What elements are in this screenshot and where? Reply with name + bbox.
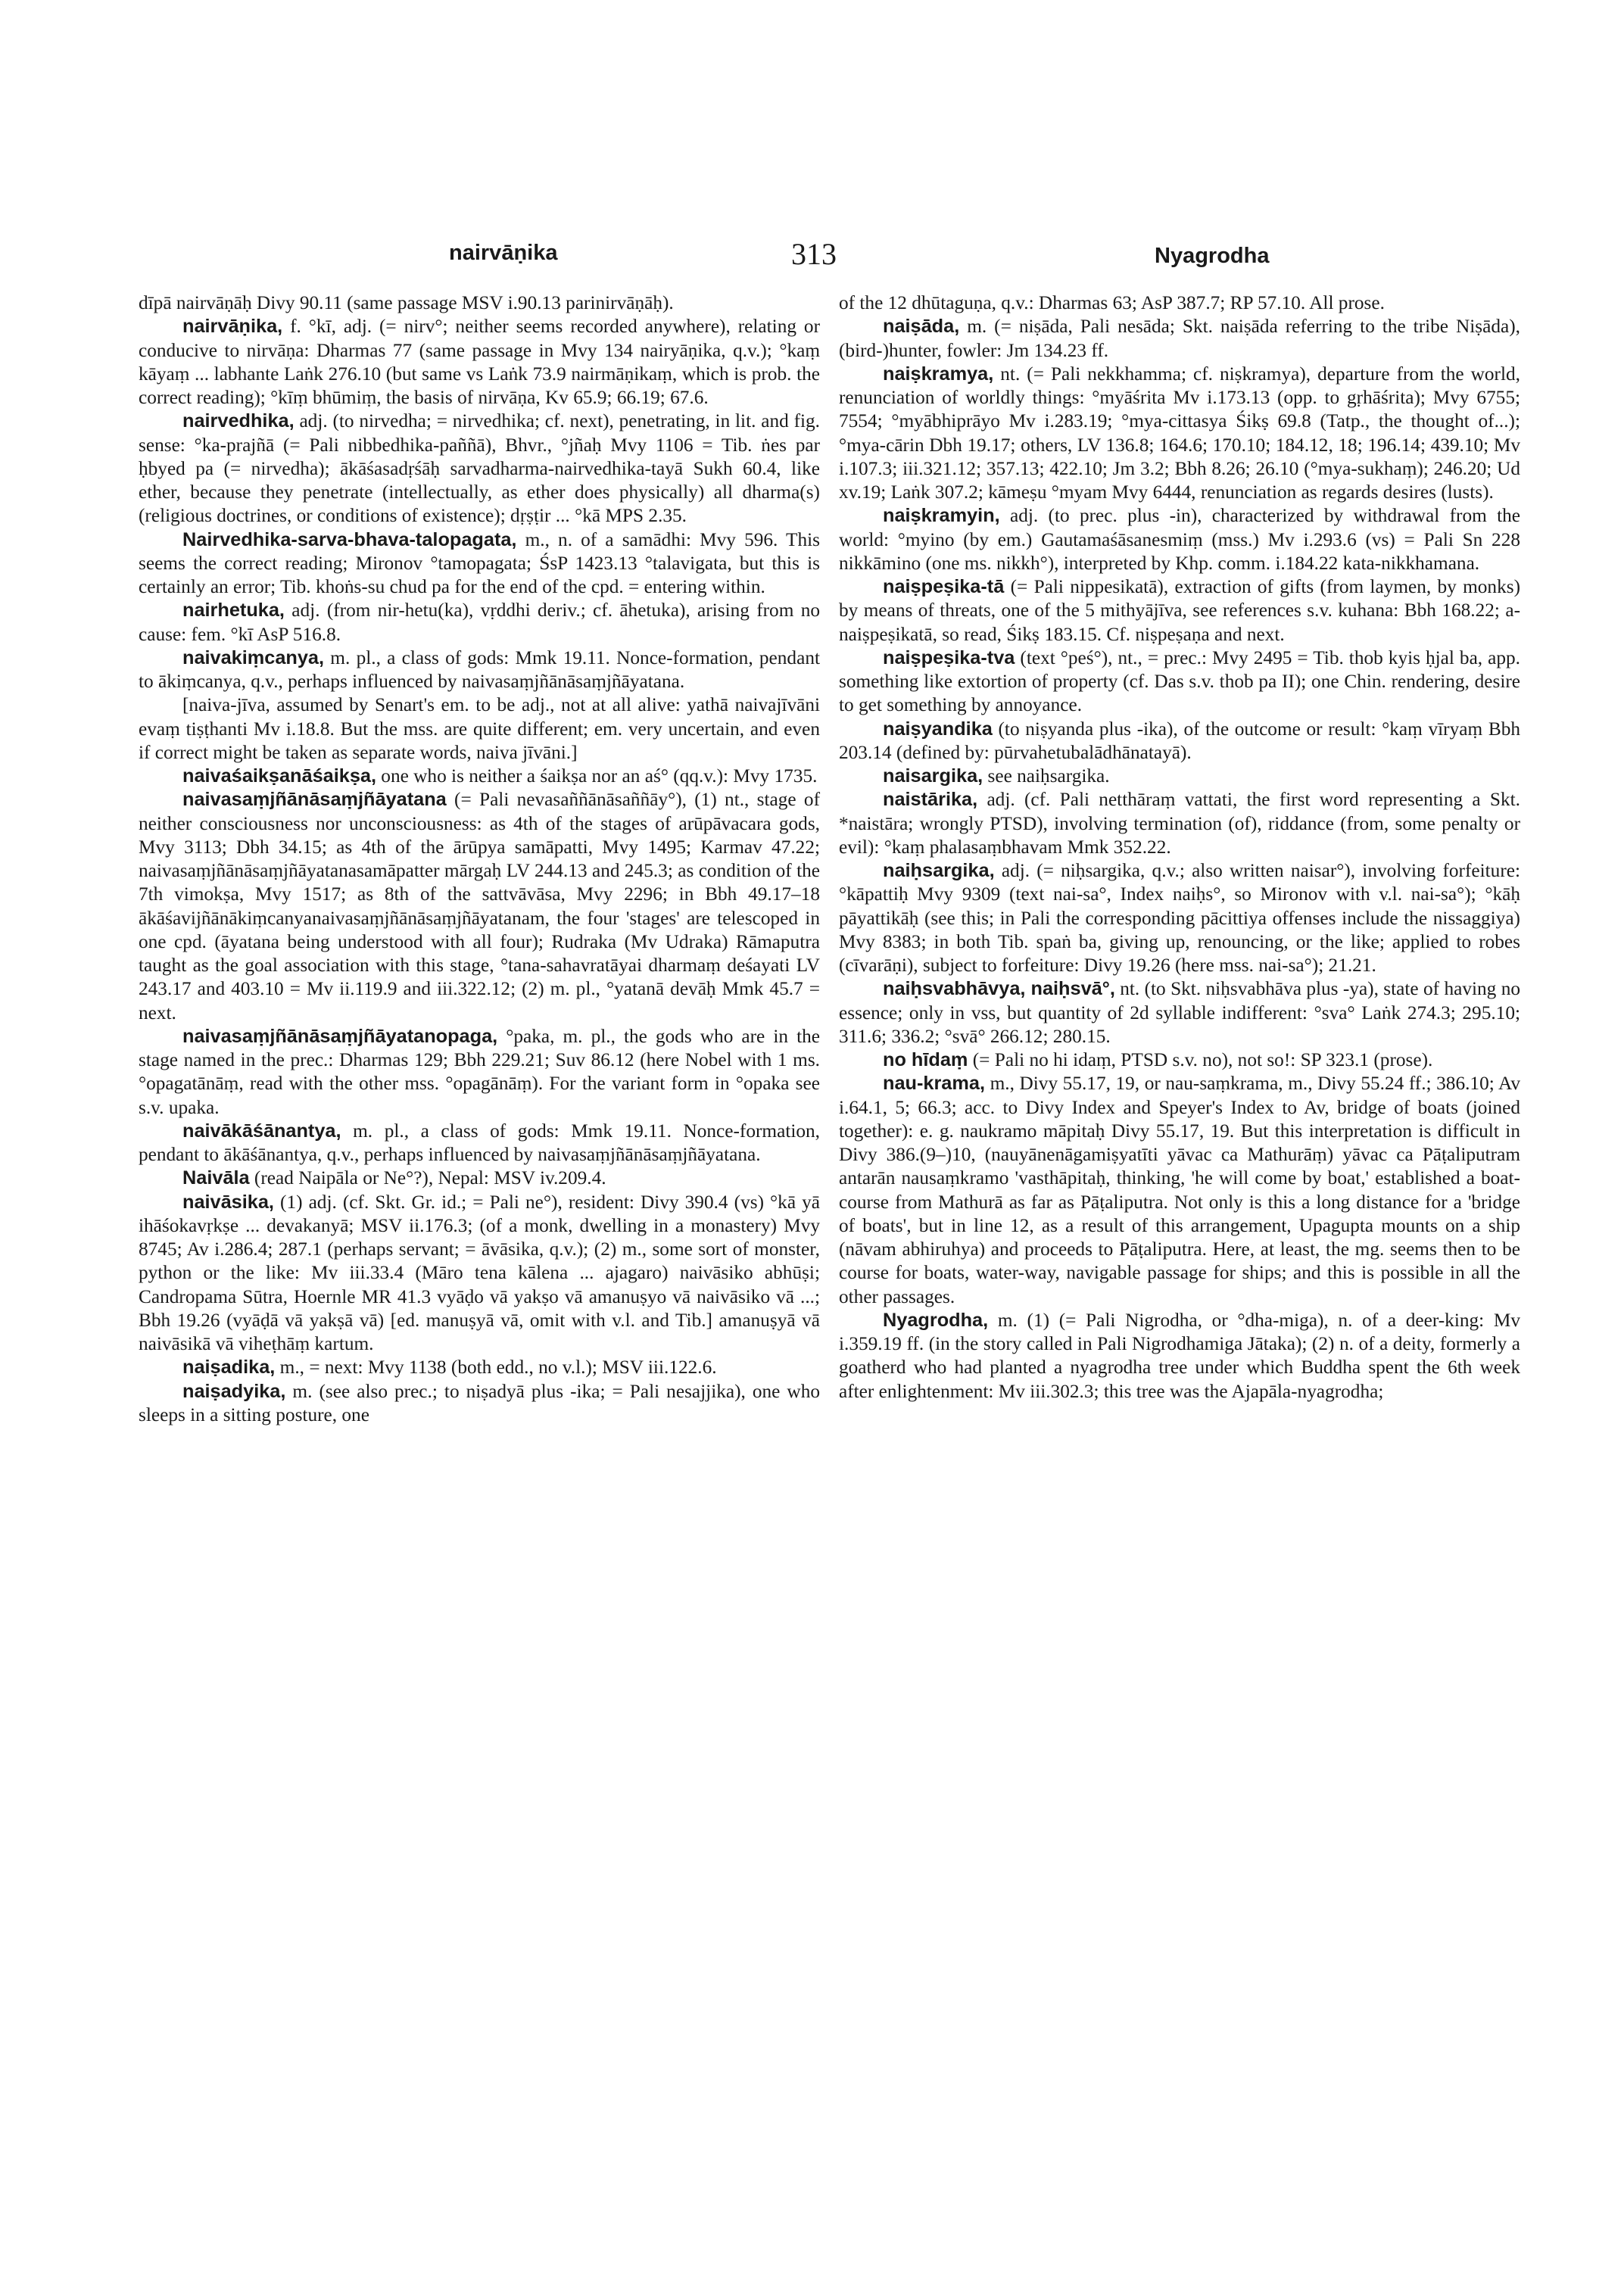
entry-headword: nau-krama, bbox=[883, 1073, 985, 1095]
entry-text: (read Naipāla or Ne°?), Nepal: MSV iv.209.4. bbox=[249, 1167, 606, 1189]
entry-headword: naiḥsvabhāvya, naiḥsvā°, bbox=[883, 978, 1115, 1000]
right-running-headword: Nyagrodha bbox=[1155, 244, 1270, 268]
dictionary-entry bbox=[139, 291, 820, 315]
dictionary-entry bbox=[139, 410, 820, 528]
entry-text: (1) adj. (cf. Skt. Gr. id.; = Pali ne°), resident: Divy 390.4 (vs) °kā yā ihāśokavṛkṣe ... devakanyā; MSV ii.176.3; (of a monk, dwelling in a monastery) Mvy 8745; Av i.286.4; 287.1 (perhaps servant; = āvāsika, q.v.); (2) m., some sort of monster, python or the like: Mv iii.33.4 (Māro tena kālena ... ajagaro) naivāsiko abhūṣi; Candropama Sūtra, Hoernle MR 41.3 vyāḍo vā yakṣo vā amanuṣyo vā naivāsiko vā ...; Bbh 19.26 (vyāḍā vā yakṣā vā) [ed. manuṣyā vā, omit with v.l. and Tib.] amanuṣyā vā naivāsikā vā viheṭhāṃ kartum. bbox=[139, 1191, 820, 1354]
entry-text: m. (1) (= Pali Nigrodha, or °dha-miga), n. of a deer-king: Mv i.359.19 ff. (in the story called in Pali Nigrodhamiga Jātaka); (2) n. of a deity, formerly a goatherd who had planted a nyagrodha tree under which Buddha spent the 6th week after enlightenment: Mv iii.302.3; this tree was the Ajapāla-nyagrodha; bbox=[839, 1309, 1520, 1402]
entry-headword: naiṣkramya, bbox=[883, 363, 994, 385]
entry-text: °paka, m. pl., the gods who are in the stage named in the prec.: Dharmas 129; Bbh 229.21; Suv 86.12 (here Nobel with 1 ms. °opagatānāṃ, read with the other mss. °opagānāṃ). For the variant form in °opaka see s.v. upaka. bbox=[139, 1025, 820, 1118]
dictionary-entry bbox=[839, 977, 1520, 1048]
entry-headword: naiṣkramyin, bbox=[883, 505, 1000, 527]
dictionary-entry bbox=[839, 1072, 1520, 1309]
dictionary-entry bbox=[839, 504, 1520, 575]
entry-text: adj. (cf. Pali netthāraṃ vattati, the first word representing a Skt. *naistāra; wrongly PTSD), involving termination (of), riddance (from, some penalty or evil): °kaṃ phalasaṃbhavam Mmk 352.22. bbox=[839, 789, 1520, 858]
dictionary-entry bbox=[139, 1167, 820, 1190]
entry-headword: nairvāṇika, bbox=[182, 316, 283, 338]
left-running-headword: nairvāṇika bbox=[449, 241, 558, 265]
entry-text: of the 12 dhūtaguṇa, q.v.: Dharmas 63; AsP 387.7; RP 57.10. All prose. bbox=[839, 292, 1385, 313]
entry-headword: naivasaṃjñānāsaṃjñāyatana bbox=[182, 789, 447, 811]
dictionary-entry bbox=[839, 718, 1520, 765]
entry-headword: naivāsika, bbox=[182, 1191, 274, 1213]
entry-text: one who is neither a śaikṣa nor an aś° (qq.v.): Mvy 1735. bbox=[376, 765, 818, 787]
dictionary-entry bbox=[139, 315, 820, 410]
entry-headword: naiṣyandika bbox=[883, 718, 993, 740]
entry-headword: naiṣpeṣika-tva bbox=[883, 646, 1015, 668]
entry-text: m., = next: Mvy 1138 (both edd., no v.l.); MSV iii.122.6. bbox=[275, 1357, 717, 1379]
dictionary-entry bbox=[139, 599, 820, 646]
entry-text: m. pl., a class of gods: Mmk 19.11. Nonce-formation, pendant to ākāśānantya, q.v., perhaps influenced by naivasaṃjñānāsaṃjñāyatana. bbox=[139, 1120, 820, 1165]
entry-text: nt. (to Skt. niḥsvabhāva plus -ya), state of having no essence; only in vss, but quantity of 2d syllable indifferent: °sva° Laṅk 274.3; 295.10; 311.6; 336.2; °svā° 266.12; 280.15. bbox=[839, 978, 1520, 1047]
entry-text: (= Pali no hi idaṃ, PTSD s.v. no), not so!: SP 323.1 (prose). bbox=[968, 1049, 1433, 1070]
dictionary-entry bbox=[139, 765, 820, 788]
page-number: 313 bbox=[791, 237, 837, 271]
dictionary-entry bbox=[839, 859, 1520, 977]
entry-text: f. °kī, adj. (= nirv°; neither seems recorded anywhere), relating or conducive to nirvāṇa: Dharmas 77 (same passage in Mvy 134 nairyāṇika, q.v.); °kaṃ kāyaṃ ... labhante Laṅk 276.10 (but same vs Laṅk 73.9 nairmāṇikaṃ, which is prob. the correct reading); °kīṃ bhūmiṃ, the basis of nirvāṇa, Kv 65.9; 66.19; 67.6. bbox=[139, 316, 820, 408]
entry-headword: naiṣadika, bbox=[182, 1357, 276, 1379]
entry-text: nt. (= Pali nekkhamma; cf. niṣkramya), departure from the world, renunciation of worldly things: °myāśrita Mv i.173.13 (opp. to gṛhāśrita); Mvy 6755; 7554; °myābhiprāyo Mv i.283.19; °mya-cittasya Śikṣ 69.8 (Tatp., the thought of...); °mya-cārin Dbh 19.17; others, LV 136.8; 164.6; 170.10; 184.12, 18; 196.14; 439.10; Mv i.107.3; iii.321.12; 357.13; 422.10; Jm 3.2; Bbh 8.26; 26.10 (°mya-sukhaṃ); 246.20; Ud xv.19; Laṅk 307.2; kāmeṣu °myam Mvy 6444, renunciation as regards desires (lusts). bbox=[839, 363, 1520, 503]
dictionary-entry bbox=[839, 788, 1520, 859]
entry-text: adj. (to prec. plus -in), characterized by withdrawal from the world: °myino (by em.) Gautamaśāsanesmiṃ (mss.) Mv i.293.6 (vs) = Pali Sn 228 nikkāmino (one ms. nikkh°), interpreted by Khp. comm. i.184.22 kata-nikkhamana. bbox=[839, 505, 1520, 574]
entry-headword: naiṣadyika, bbox=[182, 1380, 286, 1402]
entry-text: [naiva-jīva, assumed by Senart's em. to be adj., not at all alive: yathā naivajīvāni evaṃ tiṣṭhanti Mv i.18.8. But the mss. are quite different; em. very uncertain, and even if correct might be taken as separate words, naiva jīvāni.] bbox=[139, 694, 820, 763]
dictionary-entry bbox=[839, 575, 1520, 646]
entry-text: see naiḥsargika. bbox=[983, 765, 1110, 787]
dictionary-entry bbox=[839, 291, 1520, 315]
entry-headword: Nyagrodha, bbox=[883, 1309, 989, 1331]
entry-text: dīpā nairvāṇāḥ Divy 90.11 (same passage MSV i.90.13 parinirvāṇāḥ). bbox=[139, 292, 674, 313]
entry-text: adj. (to nirvedha; = nirvedhika; cf. next), penetrating, in lit. and fig. sense: °ka-prajñā (= Pali nibbedhika-paññā), Bhvr., °jñaḥ Mvy 1106 = Tib. ṅes par ḥbyed pa (= nirvedha); ākāśasadṛśāḥ sarvadharma-nairvedhika-tayā Sukh 60.4, like ether, because they penetrate (intellectually, as ether does physically) all dharma(s) (religious doctrines, or conditions of existence); dṛṣṭir ... °kā MPS 2.35. bbox=[139, 410, 820, 527]
entry-headword: naistārika, bbox=[883, 789, 978, 811]
entry-headword: nairhetuka, bbox=[182, 600, 285, 622]
entry-headword: naivasaṃjñānāsaṃjñāyatanopaga, bbox=[182, 1025, 498, 1047]
entry-text: m. (= niṣāda, Pali nesāda; Skt. naiṣāda referring to the tribe Niṣāda), (bird-)hunter, fowler: Jm 134.23 ff. bbox=[839, 316, 1520, 361]
entry-text: (= Pali nevasaññānāsaññāy°), (1) nt., stage of neither consciousness nor unconsciousness: as 4th of the stages of arūpāvacara gods, Mvy 3113; Dbh 34.15; as 4th of the ārūpya samāpatti, Mvy 1495; Karmav 47.22; naivasaṃjñānāsaṃjñāyatanasamāpatter mārgaḥ LV 244.13 and 245.3; as condition of the 7th vimokṣa, Mvy 1517; as 8th of the sattvāvāsa, Mvy 2296; in Bbh 49.17–18 ākāśavijñānākiṃcanyanaivasaṃjñānāsaṃjñāyatanam, the four 'stages' are telescoped in one cpd. (āyatana being understood with all four); Rudraka (Mv Udraka) Rāmaputra taught as the goal association with this stage, °tana-sahavratāyai dharmaṃ deśayati LV 243.17 and 403.10 = Mv ii.119.9 and iii.322.12; (2) m. pl., °yatanā devāḥ Mmk 45.7 = next. bbox=[139, 789, 820, 1023]
dictionary-entry bbox=[839, 1309, 1520, 1404]
entry-headword: naivakiṃcanya, bbox=[182, 646, 325, 668]
entry-text: adj. (= niḥsargika, q.v.; also written naisar°), involving forfeiture: °kāpattiḥ Mvy 9309 (text nai-sa°, Index naiḥs°, so Mironov with v.l. nai-sa°); °kāḥ pāyattikāḥ (see this; in Pali the corresponding pācittiya offenses include the nissaggiya) Mvy 8383; in both Tib. spaṅ ba, giving up, renouncing, or the like; applied to robes (cīvarāṇi), subject to forfeiture: Divy 19.26 (here mss. nai-sa°); 21.21. bbox=[839, 860, 1520, 976]
entry-headword: naiṣāda, bbox=[883, 316, 960, 338]
entry-text: m. pl., a class of gods: Mmk 19.11. Nonce-formation, pendant to ākiṃcanya, q.v., perhaps influenced by naivasaṃjñānāsaṃjñāyatana. bbox=[139, 646, 820, 692]
dictionary-entry bbox=[139, 1120, 820, 1167]
dictionary-entry bbox=[839, 315, 1520, 363]
entry-headword: Nairvedhika-sarva-bhava-talopagata, bbox=[182, 528, 517, 550]
entry-text: adj. (from nir-hetu(ka), vṛddhi deriv.; cf. āhetuka), arising from no cause: fem. °kī AsP 516.8. bbox=[139, 600, 820, 645]
dictionary-entry bbox=[839, 1048, 1520, 1072]
entry-headword: naivaśaikṣanāśaikṣa, bbox=[182, 765, 376, 787]
left-column bbox=[139, 291, 820, 1427]
dictionary-entry bbox=[139, 1025, 820, 1120]
entry-text: m., n. of a samādhi: Mvy 596. This seems the correct reading; Mironov °tamopagata; ŚsP 1423.13 °talavigata, but this is certainly an error; Tib. khoṅs-su chud pa for the end of the cpd. = entering within. bbox=[139, 528, 820, 597]
entry-headword: naivākāśānantya, bbox=[182, 1120, 341, 1142]
entry-headword: nairvedhika, bbox=[182, 410, 295, 432]
entry-headword: Naivāla bbox=[182, 1167, 250, 1189]
dictionary-entry bbox=[139, 1380, 820, 1428]
entry-text: (to niṣyanda plus -ika), of the outcome or result: °kaṃ vīryaṃ Bbh 203.14 (defined by: pūrvahetubalādhānatayā). bbox=[839, 718, 1520, 763]
dictionary-entry bbox=[839, 765, 1520, 788]
entry-headword: naisargika, bbox=[883, 765, 983, 787]
page-header bbox=[0, 237, 1624, 279]
dictionary-entry bbox=[139, 528, 820, 600]
entry-text: (text °peś°), nt., = prec.: Mvy 2495 = Tib. thob kyis ḥjal ba, app. something like extortion of property (cf. Das s.v. thob pa II); one Chin. rendering, desire to get something by annoyance. bbox=[839, 646, 1520, 716]
entry-headword: naiṣpeṣika-tā bbox=[883, 576, 1005, 597]
entry-text: m. (see also prec.; to niṣadyā plus -ika; = Pali nesajjika), one who sleeps in a sitting posture, one bbox=[139, 1380, 820, 1425]
entry-headword: no hīdaṃ bbox=[883, 1049, 968, 1070]
dictionary-entry bbox=[139, 788, 820, 1025]
dictionary-entry bbox=[839, 363, 1520, 505]
dictionary-entry bbox=[839, 646, 1520, 718]
entry-text: (= Pali nippesikatā), extraction of gifts (from laymen, by monks) by means of threats, one of the 5 mithyājīva, see references s.v. kuhana: Bbh 168.22; a-naiṣpeṣikatā, so read, Śikṣ 183.15. Cf. niṣpeṣaṇa and next. bbox=[839, 576, 1520, 645]
dictionary-entry bbox=[139, 646, 820, 694]
dictionary-entry bbox=[139, 693, 820, 765]
entry-text: m., Divy 55.17, 19, or nau-saṃkrama, m., Divy 55.24 ff.; 386.10; Av i.64.1, 5; 66.3; acc. to Divy Index and Speyer's Index to Av, bridge of boats (joined together): e. g. naukramo māpitaḥ Divy 55.17, 19. But this interpretation is difficult in Divy 386.(9–)10, (nauyānenāgamiṣyatīti yāvac ca Mathurāṃ) yāvac ca Pāṭaliputram antarān nausaṃkramo 'vasthāpitaḥ, thinking, 'he will come by boat,' established a boat-course from Mathurā as far as Pāṭaliputra. Not only is this a long distance for a 'bridge of boats', but in line 12, as a result of this arrangement, Upagupta mounts on a ship (nāvam abhiruhya) and proceeds to Pāṭaliputra. Here, at least, the mg. seems then to be course for boats, water-way, navigable passage for ships; and this is possible in all the other passages. bbox=[839, 1073, 1520, 1307]
dictionary-entry bbox=[139, 1356, 820, 1379]
entry-headword: naiḥsargika, bbox=[883, 860, 995, 881]
dictionary-entry bbox=[139, 1191, 820, 1357]
right-column bbox=[839, 291, 1520, 1404]
